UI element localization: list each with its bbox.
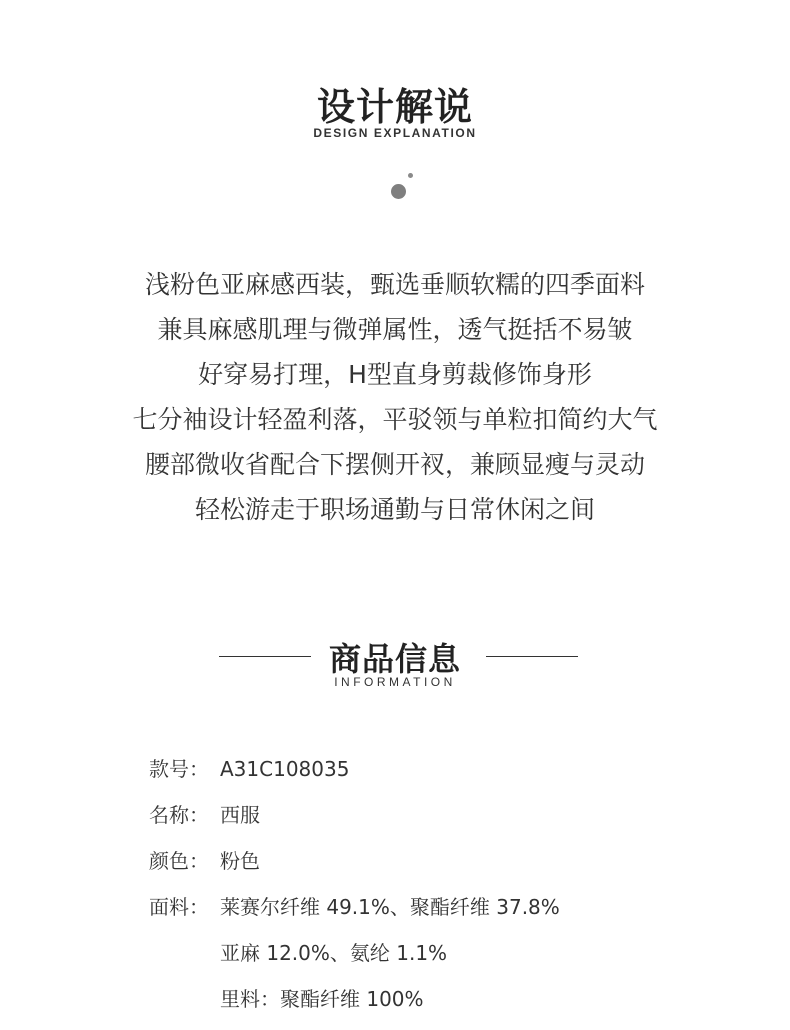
info-label: 款号：: [149, 757, 209, 781]
info-value: 莱赛尔纤维 49.1%、聚酯纤维 37.8%: [220, 895, 560, 919]
info-row-fabric-continued: [149, 936, 560, 982]
info-row-lining: [149, 982, 560, 1028]
info-row-fabric: [149, 890, 560, 936]
info-label: 面料：: [149, 895, 209, 919]
info-row-style-number: [149, 752, 560, 798]
description-line: 腰部微收省配合下摆侧开衩，兼顾显瘦与灵动: [144, 450, 645, 479]
info-value: 西服: [220, 803, 260, 827]
info-section-subtitle: INFORMATION: [334, 675, 456, 689]
design-description: [0, 262, 790, 532]
product-info-list: [149, 752, 560, 1028]
info-row-name: [149, 798, 560, 844]
design-section-title: 设计解说: [316, 85, 473, 129]
info-row-color: [149, 844, 560, 890]
design-section-subtitle: DESIGN EXPLANATION: [313, 126, 477, 140]
title-divider-right: [486, 656, 578, 657]
description-line: 浅粉色亚麻感西装，甄选垂顺软糯的四季面料: [144, 270, 645, 299]
info-label: 名称：: [149, 803, 209, 827]
info-label: 颜色：: [149, 849, 209, 873]
decorative-dot-small: [408, 173, 413, 178]
description-line: 兼具麻感肌理与微弹属性，透气挺括不易皱: [157, 315, 633, 344]
info-value: 亚麻 12.0%、氨纶 1.1%: [220, 941, 448, 965]
decorative-dot-large: [391, 184, 406, 199]
info-value: A31C108035: [220, 757, 350, 781]
info-value: 粉色: [220, 849, 260, 873]
info-value: 里料：聚酯纤维 100%: [220, 987, 424, 1011]
description-line: 七分袖设计轻盈利落，平驳领与单粒扣简约大气: [132, 405, 658, 434]
info-section-title: 商品信息: [328, 640, 461, 678]
description-line: 轻松游走于职场通勤与日常休闲之间: [194, 495, 595, 524]
description-line: 好穿易打理，H型直身剪裁修饰身形: [198, 360, 592, 389]
